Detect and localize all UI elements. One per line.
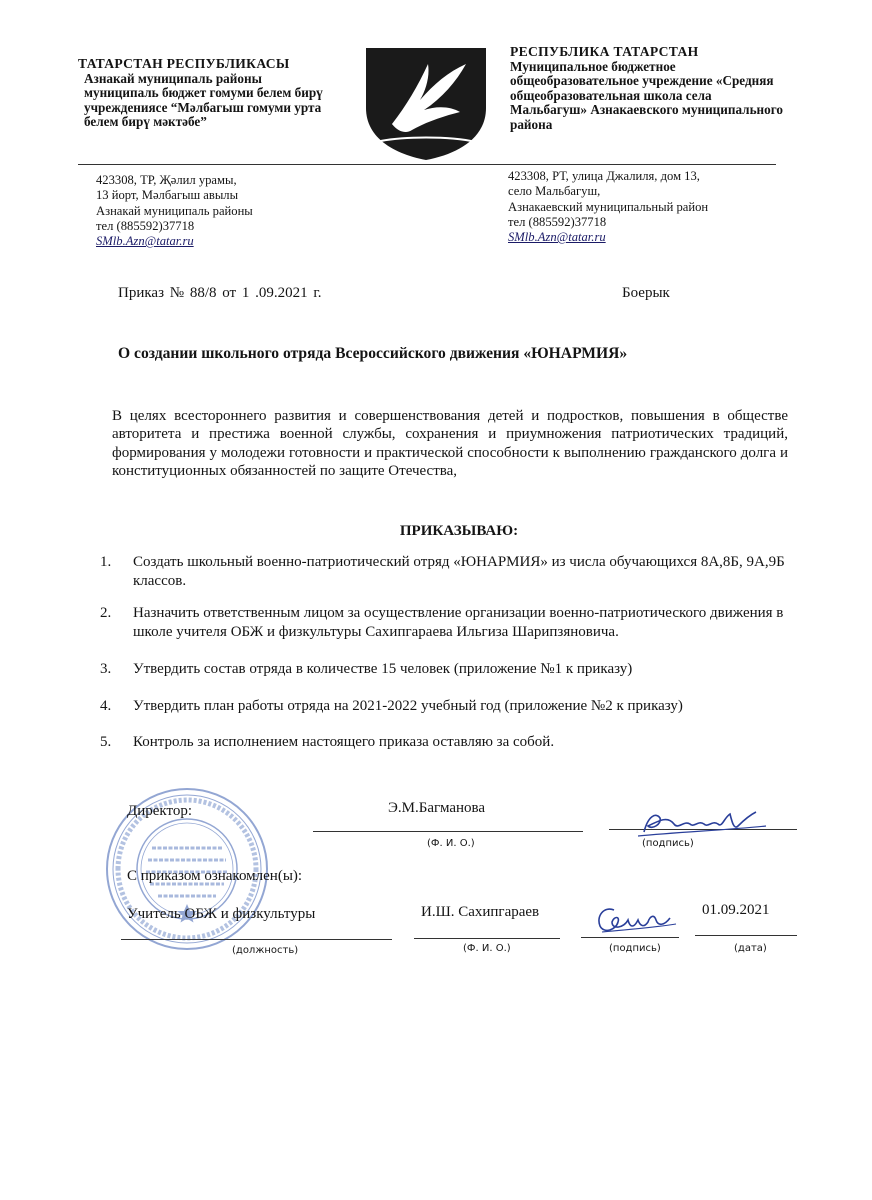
header-left-org-line: Азнакай муниципаль районы — [84, 70, 262, 86]
address-line: 13 йорт, Мәлбагыш авылы — [96, 188, 239, 203]
address-line: тел (885592)37718 — [508, 214, 607, 229]
order-item-text: Утвердить план работы отряда на 2021-2022 учебный год (приложение №2 к приказу) — [133, 698, 683, 714]
fio-caption: (Ф. И. О.) — [427, 838, 475, 849]
header-left-org-line: учреждениясе “Мәлбагыш гомуми урта — [84, 99, 322, 115]
director-name-line — [313, 831, 583, 832]
order-item-number: 3. — [100, 661, 112, 677]
header-right-org-line: общеобразовательное учреждение «Средняя — [510, 73, 774, 89]
address-line: Азнакаевский муниципальный район — [508, 199, 709, 214]
decree-heading: ПРИКАЗЫВАЮ: — [399, 523, 519, 539]
header-right-org-line: района — [510, 116, 553, 132]
order-subject: О создании школьного отряда Всероссийского движения «ЮНАРМИЯ» — [118, 345, 628, 362]
order-item-text: Утвердить состав отряда в количестве 15 человек (приложение №1 к приказу) — [133, 661, 633, 677]
teacher-handwritten-signature — [594, 902, 680, 943]
director-name: Э.М.Багманова — [388, 800, 486, 816]
header-right-org-line: Муниципальное бюджетное — [510, 58, 676, 74]
director-handwritten-signature — [638, 806, 768, 845]
order-item — [100, 733, 800, 752]
header-right-org-line: общеобразовательная школа села — [510, 87, 712, 103]
order-item — [100, 660, 800, 679]
email-link[interactable]: SMlb.Azn@tatar.ru — [96, 234, 194, 249]
address-line: тел (885592)37718 — [96, 218, 195, 233]
position-caption: (должность) — [232, 945, 299, 956]
fio-caption: (Ф. И. О.) — [463, 943, 511, 954]
director-label: Директор: — [127, 803, 193, 819]
coat-of-arms-emblem — [362, 46, 490, 162]
header-left — [78, 57, 358, 130]
header-left-org-line: муниципаль бюджет гомуми белем бирү — [84, 85, 323, 101]
signature-caption: (подпись) — [642, 838, 694, 849]
position-line — [121, 939, 392, 940]
header-right-title: РЕСПУБЛИКА ТАТАРСТАН — [510, 44, 699, 59]
signature-caption: (подпись) — [609, 943, 661, 954]
order-item — [100, 604, 800, 641]
address-line: село Мальбагуш, — [508, 184, 601, 199]
order-item-text: Контроль за исполнением настоящего приказа оставляю за собой. — [133, 734, 555, 750]
acquainted-label: С приказом ознакомлен(ы): — [127, 868, 303, 884]
order-item-text: Создать школьный военно-патриотический отряд «ЮНАРМИЯ» из числа обучающихся 8А,8Б, 9А,9Б классов. — [133, 554, 785, 589]
order-item-number: 1. — [100, 554, 112, 570]
acquainted-date: 01.09.2021 — [702, 902, 770, 918]
order-place: Боерык — [622, 285, 670, 301]
header-right — [510, 45, 810, 133]
address-line: 423308, ТР, Җәлил урамы, — [96, 173, 237, 187]
order-item-number: 5. — [100, 734, 112, 750]
order-preamble: В целях всестороннего развития и совершенствования детей и подростков, повышения в обществе авторитета и престижа военной службы, сохранения и приумножения патриотических традиций, формирования у молодежи готовности и практической способности к выполнению гражданского долга и конституционных обязанностей по защите Отечества, — [112, 408, 788, 480]
acquainted-position: Учитель ОБЖ и физкультуры — [127, 906, 316, 922]
order-item-number: 2. — [100, 605, 112, 621]
header-right-org-line: Мальбагуш» Азнакаевского муниципального — [510, 102, 783, 118]
header-left-org-line: белем бирү мәктәбе” — [84, 114, 207, 130]
order-item — [100, 553, 800, 590]
header-divider — [78, 164, 776, 165]
order-number-line: Приказ № 88/8 от 1 .09.2021 г. — [118, 285, 322, 301]
acq-date-line — [695, 935, 797, 936]
address-line: 423308, РТ, улица Джалиля, дом 13, — [508, 169, 700, 183]
acquainted-name: И.Ш. Сахипгараев — [421, 904, 540, 920]
date-caption: (дата) — [734, 943, 767, 954]
order-item-text: Назначить ответственным лицом за осуществление организации военно-патриотического движения в школе учителя ОБЖ и физкультуры Сахипгараева Ильгиза Шарипзяновича. — [133, 605, 784, 640]
order-item — [100, 697, 800, 716]
acq-name-line — [414, 938, 560, 939]
header-left-title: ТАТАРСТАН РЕСПУБЛИКАСЫ — [78, 56, 290, 71]
address-line: Азнакай муниципаль районы — [96, 203, 253, 218]
header-left-address — [96, 173, 253, 249]
email-link[interactable]: SMlb.Azn@tatar.ru — [508, 230, 606, 245]
order-item-number: 4. — [100, 698, 112, 714]
header-right-address — [508, 169, 708, 245]
